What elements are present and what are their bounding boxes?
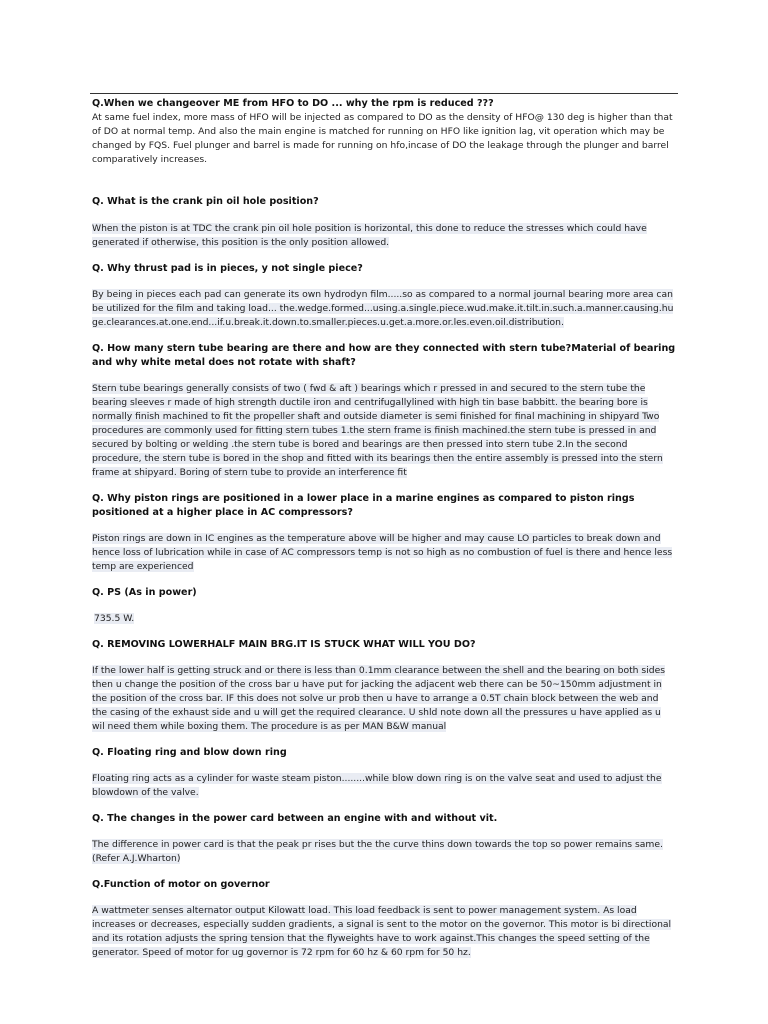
question-2: Q. What is the crank pin oil hole position? (92, 196, 319, 207)
question-10: Q.Function of motor on governor (92, 879, 270, 890)
answer-6-text: 735.5 W. (94, 613, 135, 624)
question-6: Q. PS (As in power) (92, 587, 197, 598)
answer-3 (92, 288, 676, 330)
answer-2-text: When the piston is at TDC the crank pin oil hole position is horizontal, this done to reduce the stresses which could have generated if otherwise, this position is the only position allowed. (92, 223, 647, 248)
answer-7-text: If the lower half is getting struck and or there is less than 0.1mm clearance between the shell and the bearing on both sides then u change the position of the cross bar u have put for jacking the adjacent web there can be 50~150mm adjustment in the position of the cross bar. IF this does not solve ur prob then u have to arrange a 0.5T chain block between the web and the casing of the exhaust side and u will get the required clearance. U shld note down all the pressures u have applied as u wil need them while boxing them. The procedure is as per MAN B&W manual (92, 665, 666, 732)
answer-2 (92, 222, 676, 250)
question-3: Q. Why thrust pad is in pieces, y not single piece? (92, 263, 363, 274)
answer-8-text: Floating ring acts as a cylinder for waste steam piston........while blow down ring is on the valve seat and used to adjust the blowdown of the valve. (92, 773, 662, 798)
question-7: Q. REMOVING LOWERHALF MAIN BRG.IT IS STUCK WHAT WILL YOU DO? (92, 639, 476, 650)
qa-content (92, 97, 676, 960)
top-divider (90, 93, 678, 94)
answer-4-text: Stern tube bearings generally consists of two ( fwd & aft ) bearings which r pressed in and secured to the stern tube the bearing sleeves r made of high strength ductile iron and centrifugallylined with high tin base babbitt. the bearing bore is normally finish machined to fit the propeller shaft and outside diameter is semi finished for final machining in shipyard Two procedures are commonly used for fitting stern tubes 1.the stern frame is finish machined.the stern tube is pressed in and secured by bolting or welding .the stern tube is bored and bearings are then pressed into stern tube 2.In the second procedure, the stern tube is bored in the shop and fitted with its bearings then the entire assembly is pressed into the stern frame at shipyard. Boring of stern tube to provide an interference fit (92, 383, 663, 478)
question-4: Q. How many stern tube bearing are there and how are they connected with stern tube?Material of bearing and why white metal does not rotate with shaft? (92, 343, 676, 368)
answer-5 (92, 532, 676, 574)
answer-5-text: Piston rings are down in IC engines as the temperature above will be higher and may cause LO particles to break down and hence loss of lubrication while in case of AC compressors temp is not so high as no combustion of fuel is there and hence less temp are experienced (92, 533, 673, 572)
answer-4 (92, 382, 676, 480)
answer-9-text: The difference in power card is that the peak pr rises but the the curve thins down towards the top so power remains same.(Refer A.J.Wharton) (92, 839, 663, 864)
answer-9 (92, 838, 676, 866)
question-8: Q. Floating ring and blow down ring (92, 747, 287, 758)
answer-7 (92, 664, 676, 734)
answer-10-text: A wattmeter senses alternator output Kilowatt load. This load feedback is sent to power management system. As load increases or decreases, especially sudden gradients, a signal is sent to the motor on the governor. This motor is bi directional and its rotation adjusts the spring tension that the flyweights have to work against.This changes the speed setting of the generator. Speed of motor for ug governor is 72 rpm for 60 hz & 60 rpm for 50 hz. (92, 905, 672, 958)
question-1: Q.When we changeover ME from HFO to DO ... why the rpm is reduced ??? (92, 98, 494, 109)
question-5: Q. Why piston rings are positioned in a lower place in a marine engines as compared to piston rings positioned at a higher place in AC compressors? (92, 493, 635, 518)
answer-1: At same fuel index, more mass of HFO will be injected as compared to DO as the density of HFO@ 130 deg is higher than that of DO at normal temp. And also the main engine is matched for running on HFO like ignition lag, vit operation which may be changed by FQS. Fuel plunger and barrel is made for running on hfo,incase of DO the leakage through the plunger and barrel comparatively increases. (92, 112, 673, 165)
answer-10 (92, 904, 676, 960)
question-9: Q. The changes in the power card between an engine with and without vit. (92, 813, 498, 824)
answer-8 (92, 772, 676, 800)
answer-6 (92, 612, 676, 626)
answer-3-text: By being in pieces each pad can generate its own hydrodyn film.....so as compared to a normal journal bearing more area can be utilized for the film and taking load... the.wedge.formed...using.a.single.piece.wud.make.it.tilt.in.such.a.manner.causing.huge.clearances.at.one.end...if.u.break.it.down.to.smaller.pieces.u.get.a.more.or.les.even.oil.distribution. (92, 289, 674, 328)
